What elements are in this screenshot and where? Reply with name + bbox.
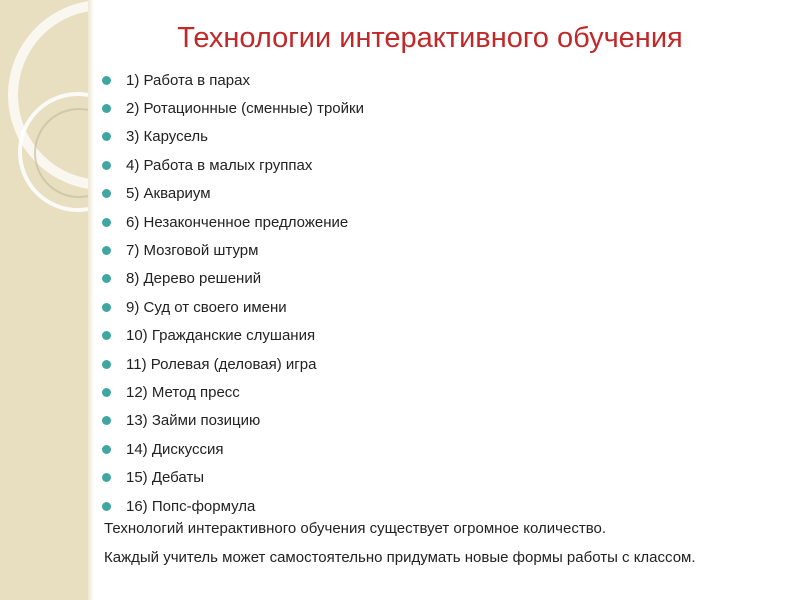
bullet-icon xyxy=(102,132,111,141)
list-item-label: 3) Карусель xyxy=(126,128,209,146)
list-item-label: 4) Работа в малых группах xyxy=(126,156,313,174)
bullet-icon xyxy=(102,104,111,113)
list-item xyxy=(102,66,364,94)
list-item xyxy=(102,492,364,520)
bullet-icon xyxy=(102,246,111,255)
bullet-icon xyxy=(102,274,111,283)
bullet-icon xyxy=(102,218,111,227)
list-item-label: 5) Аквариум xyxy=(126,185,211,203)
bullet-icon xyxy=(102,303,111,312)
list-item-label: 10) Гражданские слушания xyxy=(126,327,316,345)
decorative-side-band xyxy=(0,0,88,600)
list-item xyxy=(102,350,364,378)
list-item xyxy=(102,463,364,491)
list-item-label: 12) Метод пресс xyxy=(126,383,240,401)
list-item xyxy=(102,151,364,179)
bullet-icon xyxy=(102,360,111,369)
bullet-icon xyxy=(102,76,111,85)
bullet-icon xyxy=(102,445,111,454)
list-item-label: 6) Незаконченное предложение xyxy=(126,213,349,231)
list-item xyxy=(102,293,364,321)
bullet-icon xyxy=(102,161,111,170)
bullet-icon xyxy=(102,189,111,198)
bullet-icon xyxy=(102,388,111,397)
technology-list xyxy=(102,66,364,520)
list-item xyxy=(102,123,364,151)
band-edge xyxy=(88,0,94,600)
bullet-icon xyxy=(102,416,111,425)
slide-title: Технологии интерактивного обучения xyxy=(177,22,683,54)
list-item-label: 16) Попс-формула xyxy=(126,497,256,515)
list-item xyxy=(102,407,364,435)
list-item xyxy=(102,265,364,293)
list-item-label: 2) Ротационные (сменные) тройки xyxy=(126,100,364,118)
list-item-label: 9) Суд от своего имени xyxy=(126,298,287,316)
list-item xyxy=(102,208,364,236)
bullet-icon xyxy=(102,473,111,482)
bullet-icon xyxy=(102,502,111,511)
list-item-label: 14) Дискуссия xyxy=(126,440,224,458)
list-item-label: 13) Займи позицию xyxy=(126,412,261,430)
list-item-label: 11) Ролевая (деловая) игра xyxy=(126,355,317,373)
bullet-icon xyxy=(102,331,111,340)
list-item-label: 1) Работа в парах xyxy=(126,71,250,89)
list-item xyxy=(102,236,364,264)
closing-paragraph: Каждый учитель может самостоятельно придумать новые формы работы с классом. xyxy=(104,549,696,566)
list-item xyxy=(102,435,364,463)
list-item xyxy=(102,378,364,406)
list-item xyxy=(102,94,364,122)
summary-paragraph: Технологий интерактивного обучения существует огромное количество. xyxy=(104,520,607,537)
list-item-label: 8) Дерево решений xyxy=(126,270,262,288)
list-item-label: 7) Мозговой штурм xyxy=(126,242,259,260)
list-item-label: 15) Дебаты xyxy=(126,469,205,487)
list-item xyxy=(102,322,364,350)
list-item xyxy=(102,180,364,208)
